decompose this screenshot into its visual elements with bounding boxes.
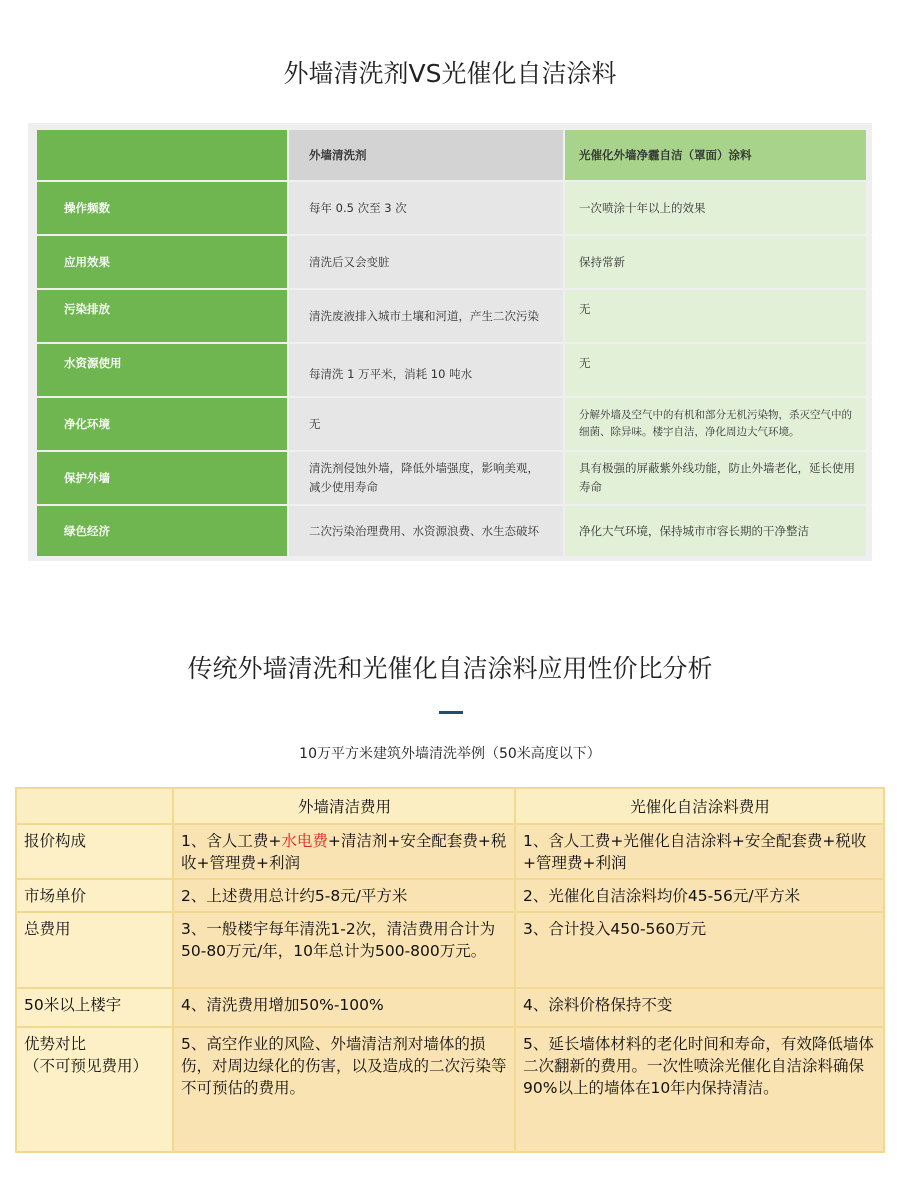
cleaning-cost-cell: 2、上述费用总计约5-8元/平方米 [173, 879, 515, 912]
row-label-main: 优势对比 [24, 1035, 87, 1053]
page-title-cost-analysis: 传统外墙清洗和光催化自洁涂料应用性价比分析 [187, 654, 713, 683]
comparison-table-frame [28, 123, 872, 561]
photocatalytic-cell: 无 [565, 344, 866, 398]
cleaner-cell: 无 [289, 398, 565, 452]
highlight-text: 水电费 [281, 832, 328, 850]
photocatalytic-cell: 一次喷涂十年以上的效果 [565, 182, 866, 236]
coating-cost-cell: 5、延长墙体材料的老化时间和寿命，有效降低墙体二次翻新的费用。一次性喷涂光催化自洁涂料确保90%以上的墙体在10年内保持清洁。 [515, 1027, 884, 1152]
row-label: 50米以上楼宇 [16, 988, 173, 1027]
cleaner-cell: 清洗后又会变脏 [289, 236, 565, 290]
cost-example-subtitle: 10万平方米建筑外墙清洗举例（50米高度以下） [299, 746, 601, 762]
cleaner-cell: 每清洗 1 万平米，消耗 10 吨水 [289, 344, 565, 398]
header-photocatalytic: 光催化外墙净霾自洁（罩面）涂料 [565, 130, 866, 182]
comparison-table [37, 130, 866, 558]
header-coating-cost: 光催化自洁涂料费用 [515, 788, 884, 824]
coating-cost-cell: 2、光催化自洁涂料均价45-56元/平方米 [515, 879, 884, 912]
row-label: 报价构成 [16, 824, 173, 879]
header-label-cell [37, 130, 289, 182]
cleaner-cell: 每年 0.5 次至 3 次 [289, 182, 565, 236]
photocatalytic-cell: 无 [565, 290, 866, 344]
row-label: 水资源使用 [37, 344, 289, 398]
table-header-row [37, 130, 866, 182]
cleaner-cell: 清洗剂侵蚀外墙，降低外墙强度，影响美观，减少使用寿命 [289, 452, 565, 506]
coating-cost-cell: 4、涂料价格保持不变 [515, 988, 884, 1027]
cleaning-cost-cell: 3、一般楼宇每年清洗1-2次，清洁费用合计为50-80万元/年，10年总计为500-800万元。 [173, 912, 515, 988]
cleaner-cell: 清洗废液排入城市土壤和河道，产生二次污染 [289, 290, 565, 344]
cost-table [15, 787, 885, 1153]
photocatalytic-cell: 分解外墙及空气中的有机和部分无机污染物，杀灭空气中的细菌、除异味。楼宇自洁，净化周边大气环境。 [565, 398, 866, 452]
table-row [37, 182, 866, 236]
row-label: 污染排放 [37, 290, 289, 344]
table-row [16, 1027, 884, 1152]
cleaner-cell: 二次污染治理费用、水资源浪费、水生态破坏 [289, 506, 565, 558]
row-label: 市场单价 [16, 879, 173, 912]
table-row [16, 988, 884, 1027]
coating-cost-cell: 3、合计投入450-560万元 [515, 912, 884, 988]
table-row [37, 398, 866, 452]
row-label: 应用效果 [37, 236, 289, 290]
row-label [16, 1027, 173, 1152]
cleaning-cost-cell: 4、清洗费用增加50%-100% [173, 988, 515, 1027]
row-label: 保护外墙 [37, 452, 289, 506]
cell-text: +清洁剂+安全配套费+税收+管理费+利润 [181, 832, 507, 872]
cleaning-cost-cell [173, 824, 515, 879]
photocatalytic-cell: 保持常新 [565, 236, 866, 290]
table-header-row [16, 788, 884, 824]
header-cleaning-cost: 外墙清洁费用 [173, 788, 515, 824]
table-row [16, 879, 884, 912]
photocatalytic-cell: 具有极强的屏蔽紫外线功能，防止外墙老化，延长使用寿命 [565, 452, 866, 506]
header-label-cell [16, 788, 173, 824]
title-divider [439, 711, 463, 714]
table-row [37, 506, 866, 558]
table-row [37, 236, 866, 290]
table-row [16, 912, 884, 988]
row-label-sub: （不可预见费用） [24, 1057, 149, 1075]
photocatalytic-cell: 净化大气环境，保持城市市容长期的干净整洁 [565, 506, 866, 558]
page-title-comparison: 外墙清洗剂VS光催化自洁涂料 [283, 59, 617, 88]
row-label: 操作频数 [37, 182, 289, 236]
table-row [37, 290, 866, 344]
cell-text: 1、含人工费+ [181, 832, 282, 850]
row-label: 净化环境 [37, 398, 289, 452]
table-row [16, 824, 884, 879]
cleaning-cost-cell: 5、高空作业的风险、外墙清洁剂对墙体的损伤，对周边绿化的伤害，以及造成的二次污染等不可预估的费用。 [173, 1027, 515, 1152]
coating-cost-cell: 1、含人工费+光催化自洁涂料+安全配套费+税收+管理费+利润 [515, 824, 884, 879]
header-cleaner: 外墙清洗剂 [289, 130, 565, 182]
row-label: 总费用 [16, 912, 173, 988]
table-row [37, 452, 866, 506]
row-label: 绿色经济 [37, 506, 289, 558]
table-row [37, 344, 866, 398]
